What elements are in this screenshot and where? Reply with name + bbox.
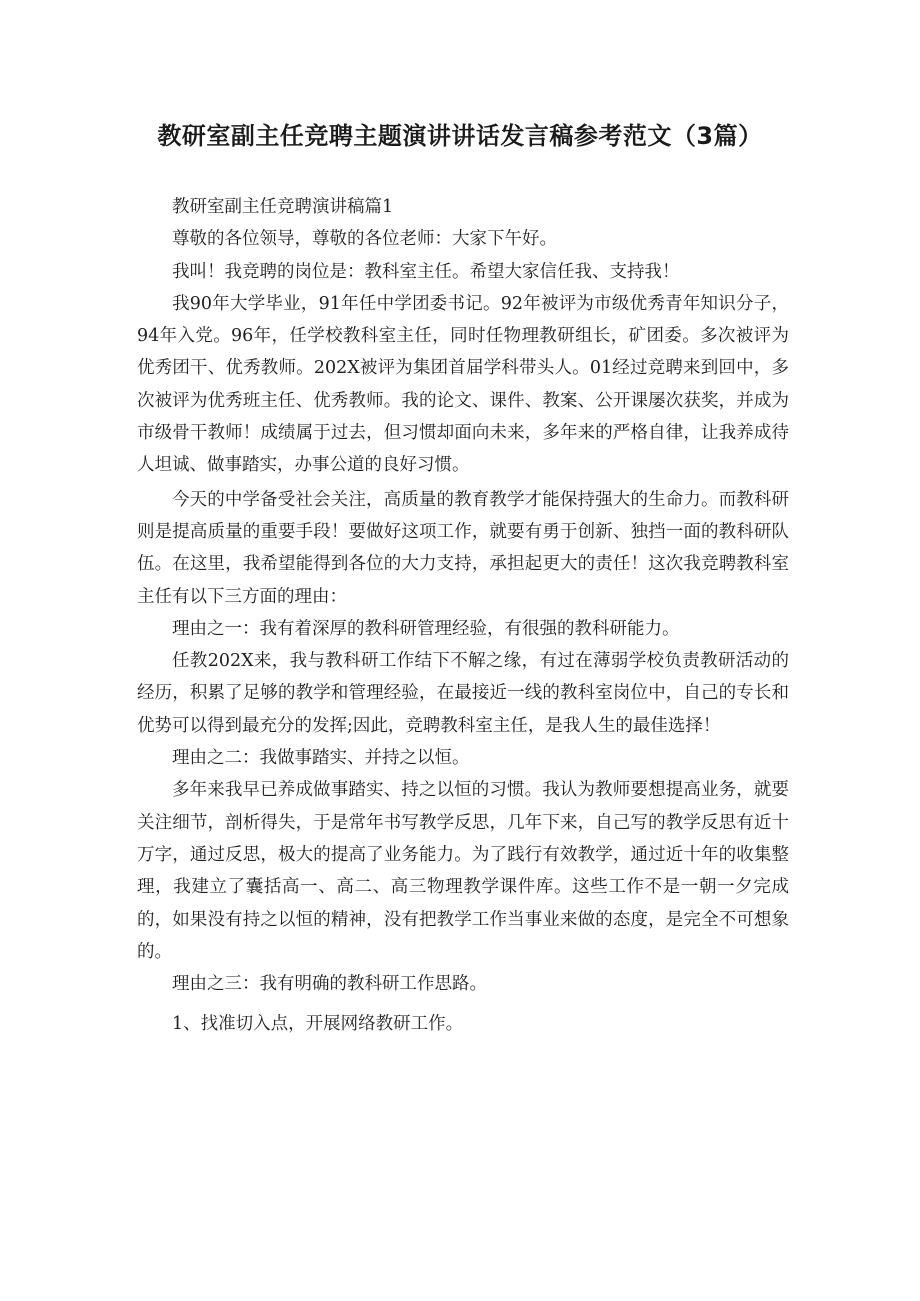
document-title: 教研室副主任竞聘主题演讲讲话发言稿参考范文（3篇）	[157, 122, 763, 150]
reason-two-heading: 理由之二：我做事踏实、并持之以恒。	[172, 748, 470, 769]
background-paragraph: 我90年大学毕业，91年任中学团委书记。92年被评为市级优秀青年知识分子，94年入党。96年，任学校教科室主任，同时任物理教研组长，矿团委。多次被评为优秀团干、优秀教师。202X被评为集团首届学科带头人。01经过竞聘来到回中，多次被评为优秀班主任、优秀教师。我的论文、课件、教案、公开课屡次获奖，并成为市级骨干教师！成绩属于过去，但习惯却面向未来，多年来的严格自律，让我养成待人坦诚、做事踏实，办事公道的良好习惯。	[137, 293, 789, 476]
greeting-paragraph: 尊敬的各位领导，尊敬的各位老师：大家下午好。	[172, 229, 557, 250]
motivation-paragraph: 今天的中学备受社会关注，高质量的教育教学才能保持强大的生命力。而教科研则是提高质量的重要手段！要做好这项工作，就要有勇于创新、独挡一面的教科研队伍。在这里，我希望能得到各位的大力支持，承担起更大的责任！这次我竞聘教科室主任有以下三方面的理由：	[137, 489, 789, 607]
point-one-paragraph: 1、找准切入点，开展网络教研工作。	[172, 1014, 464, 1035]
reason-one-heading: 理由之一：我有着深厚的教科研管理经验，有很强的教科研能力。	[172, 618, 680, 639]
reason-three-heading: 理由之三：我有明确的教科研工作思路。	[172, 974, 487, 995]
reason-one-paragraph: 任教202X来，我与教科研工作结下不解之缘，有过在薄弱学校负责教研活动的经历，积累了足够的教学和管理经验，在最接近一线的教科室岗位中，自己的专长和优势可以得到最充分的发挥;因此，竞聘教科室主任，是我人生的最佳选择！	[137, 651, 789, 736]
document-body	[137, 191, 789, 1041]
intro-paragraph: 我叫！我竞聘的岗位是：教科室主任。希望大家信任我、支持我！	[172, 261, 680, 282]
section-heading: 教研室副主任竞聘演讲稿篇1	[172, 197, 394, 217]
reason-two-paragraph: 多年来我早已养成做事踏实、持之以恒的习惯。我认为教师要想提高业务，就要关注细节，剖析得失，于是常年书写教学反思，几年下来，自己写的教学反思有近十万字，通过反思，极大的提高了业务能力。为了践行有效教学，通过近十年的收集整理，我建立了囊括高一、高二、高三物理教学课件库。这些工作不是一朝一夕完成的，如果没有持之以恒的精神，没有把教学工作当事业来做的态度，是完全不可想象的。	[137, 780, 789, 962]
